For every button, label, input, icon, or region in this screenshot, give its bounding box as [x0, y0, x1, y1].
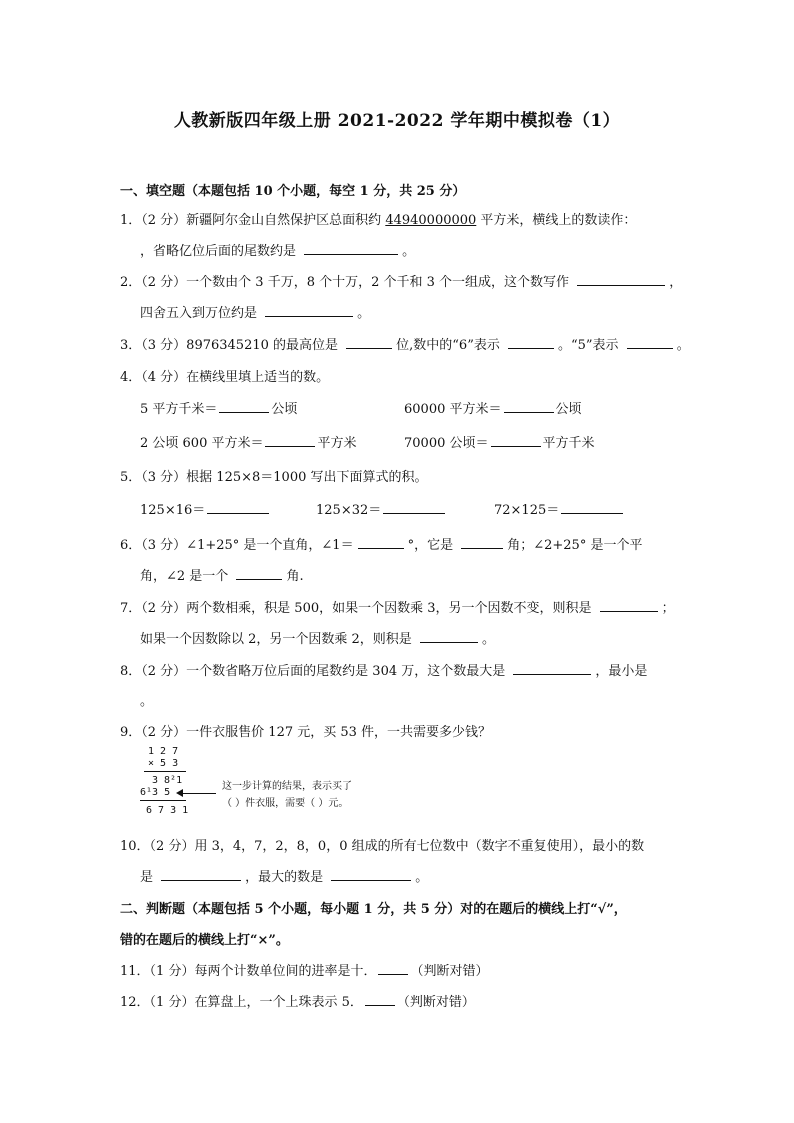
- q5-item-3-text: 72×125＝: [494, 503, 560, 518]
- question-9: 9．（2 分）一件衣服售价 127 元，买 53 件，一共需要多少钱？: [120, 725, 492, 740]
- q2-end: 。: [357, 306, 371, 321]
- question-2: [120, 271, 682, 290]
- q7-text-c: 如果一个因数除以 2，另一个因数乘 2，则积是: [140, 632, 416, 647]
- q8-text-b: ，最小是: [595, 664, 648, 679]
- q5-item-2: [316, 499, 447, 518]
- answer-blank[interactable]: [365, 993, 395, 1006]
- arrow-line: [180, 793, 216, 794]
- answer-blank[interactable]: [508, 336, 554, 349]
- answer-blank[interactable]: [161, 868, 241, 881]
- q7-text-b: ；: [661, 601, 675, 616]
- question-11: [120, 960, 488, 979]
- answer-blank[interactable]: [219, 400, 269, 413]
- calc-line-1: [144, 771, 186, 772]
- answer-blank[interactable]: [346, 336, 392, 349]
- q2-text: 2．（2 分）一个数由个 3 千万，8 个十万，2 个千和 3 个一组成，这个数写作: [120, 275, 574, 290]
- answer-blank[interactable]: [420, 630, 478, 643]
- q10-text-b: 是: [140, 870, 158, 885]
- question-7: [120, 597, 675, 616]
- multiplication-work: [130, 744, 210, 822]
- question-1-line-2: [140, 240, 415, 259]
- question-5: 5．（3 分）根据 125×8＝1000 写出下面算式的积。: [120, 470, 428, 485]
- answer-blank[interactable]: [358, 536, 404, 549]
- q4-item-3-text: 2 公顷 600 平方米＝: [140, 436, 264, 451]
- q5-item-2-text: 125×32＝: [316, 503, 382, 518]
- question-10: 10．（2 分）用 3，4，7，2，8，0，0 组成的所有七位数中（数字不重复使用），最小的数: [120, 839, 645, 854]
- q4-item-2-unit: 公顷: [555, 402, 582, 417]
- q1-text-post: 平方米，横线上的数读作：: [476, 213, 637, 228]
- question-2-line-2: [140, 302, 370, 321]
- section-2-heading: 二、判断题（本题包括 5 个小题，每小题 1 分，共 5 分）对的在题后的横线上打“√”，: [120, 902, 627, 917]
- answer-blank[interactable]: [265, 304, 353, 317]
- answer-blank[interactable]: [513, 662, 591, 675]
- q1-text: 1．（2 分）新疆阿尔金山自然保护区总面积约: [120, 213, 386, 228]
- question-10-line-2: [140, 866, 428, 885]
- q9-note-line-2: （ ）件衣服，需要（ ）元。: [222, 798, 349, 809]
- answer-blank[interactable]: [304, 242, 398, 255]
- question-12: [120, 991, 475, 1010]
- q3-text-b: 位,数中的“6”表示: [396, 338, 504, 353]
- q8-text-a: 8．（2 分）一个数省略万位后面的尾数约是 304 万，这个数最大是: [120, 664, 510, 679]
- calc-row-1: 1 2 7: [148, 746, 179, 757]
- answer-blank[interactable]: [331, 868, 411, 881]
- q4-item-1-unit: 公顷: [271, 402, 298, 417]
- question-6: [120, 534, 642, 553]
- q10-text-c: ，最大的数是: [245, 870, 328, 885]
- answer-blank[interactable]: [378, 962, 408, 975]
- question-7-line-2: [140, 628, 495, 647]
- q4-item-4-text: 70000 公顷＝: [404, 436, 489, 451]
- q6-text-a: 6．（3 分）∠1+25° 是一个直角，∠1＝: [120, 538, 354, 553]
- q1-end: 。: [402, 244, 416, 259]
- q7-text-d: 。: [481, 632, 495, 647]
- answer-blank[interactable]: [461, 536, 503, 549]
- q11-text: 11．（1 分）每两个计数单位间的进率是十．: [120, 964, 377, 979]
- answer-blank[interactable]: [600, 599, 658, 612]
- q6-text-b: °，它是: [407, 538, 458, 553]
- answer-blank[interactable]: [504, 400, 554, 413]
- q4-item-1: [140, 398, 297, 417]
- section-2-heading-line-2: 错的在题后的横线上打“×”。: [120, 933, 289, 948]
- q1-line2-text: ，省略亿位后面的尾数约是: [140, 244, 301, 259]
- question-8: [120, 660, 647, 679]
- q10-text-d: 。: [415, 870, 429, 885]
- section-1-heading: 一、填空题（本题包括 10 个小题，每空 1 分，共 25 分）: [120, 184, 466, 199]
- question-6-line-2: [140, 565, 304, 584]
- answer-blank[interactable]: [383, 501, 445, 514]
- answer-blank[interactable]: [561, 501, 623, 514]
- calc-row-4: 6¹3 5: [140, 787, 171, 798]
- q4-item-1-text: 5 平方千米＝: [140, 402, 218, 417]
- q4-item-3-unit: 平方米: [317, 436, 357, 451]
- q11-judge: （判断对错）: [410, 964, 489, 979]
- q12-text: 12．（1 分）在算盘上，一个上珠表示 5．: [120, 995, 363, 1010]
- q2-comma: ，: [669, 275, 683, 290]
- q7-text-a: 7．（2 分）两个数相乘，积是 500，如果一个因数乘 3，另一个因数不变，则积是: [120, 601, 596, 616]
- arrow-left-icon: [176, 789, 183, 797]
- q5-item-1-text: 125×16＝: [140, 503, 206, 518]
- q1-number: 44940000000: [385, 213, 477, 228]
- answer-blank[interactable]: [207, 501, 269, 514]
- question-4: 4．（4 分）在横线里填上适当的数。: [120, 370, 330, 385]
- answer-blank[interactable]: [265, 434, 315, 447]
- calc-row-2: × 5 3: [148, 758, 179, 769]
- q4-item-4-unit: 平方千米: [542, 436, 595, 451]
- page-title: 人教新版四年级上册 2021-2022 学年期中模拟卷（1）: [173, 111, 621, 131]
- calc-row-3: 3 8²1: [152, 775, 183, 786]
- q4-item-4: [404, 432, 595, 451]
- question-1: [120, 209, 636, 228]
- q3-text-c: 。“5”表示: [557, 338, 623, 353]
- q6-text-d: 角，∠2 是一个: [140, 569, 233, 584]
- q6-text-e: 角.: [286, 569, 304, 584]
- q3-text-d: 。: [676, 338, 690, 353]
- question-8-line-2: 。: [140, 694, 154, 709]
- q3-text-a: 3．（3 分）8976345210 的最高位是: [120, 338, 343, 353]
- q4-item-2: [404, 398, 582, 417]
- q5-item-1: [140, 499, 271, 518]
- calc-row-5: 6 7 3 1: [146, 805, 189, 816]
- calc-line-2: [140, 800, 186, 801]
- question-3: [120, 334, 690, 353]
- q5-item-3: [494, 499, 625, 518]
- q4-item-3: [140, 432, 357, 451]
- answer-blank[interactable]: [236, 567, 282, 580]
- answer-blank[interactable]: [491, 434, 541, 447]
- q4-item-2-text: 60000 平方米＝: [404, 402, 502, 417]
- q9-note-line-1: 这一步计算的结果，表示买了: [222, 781, 352, 792]
- q12-judge: （判断对错）: [396, 995, 475, 1010]
- answer-blank[interactable]: [627, 336, 673, 349]
- answer-blank[interactable]: [577, 273, 665, 286]
- q6-text-c: 角；∠2+25° 是一个平: [507, 538, 643, 553]
- q2-line2-text: 四舍五入到万位约是: [140, 306, 262, 321]
